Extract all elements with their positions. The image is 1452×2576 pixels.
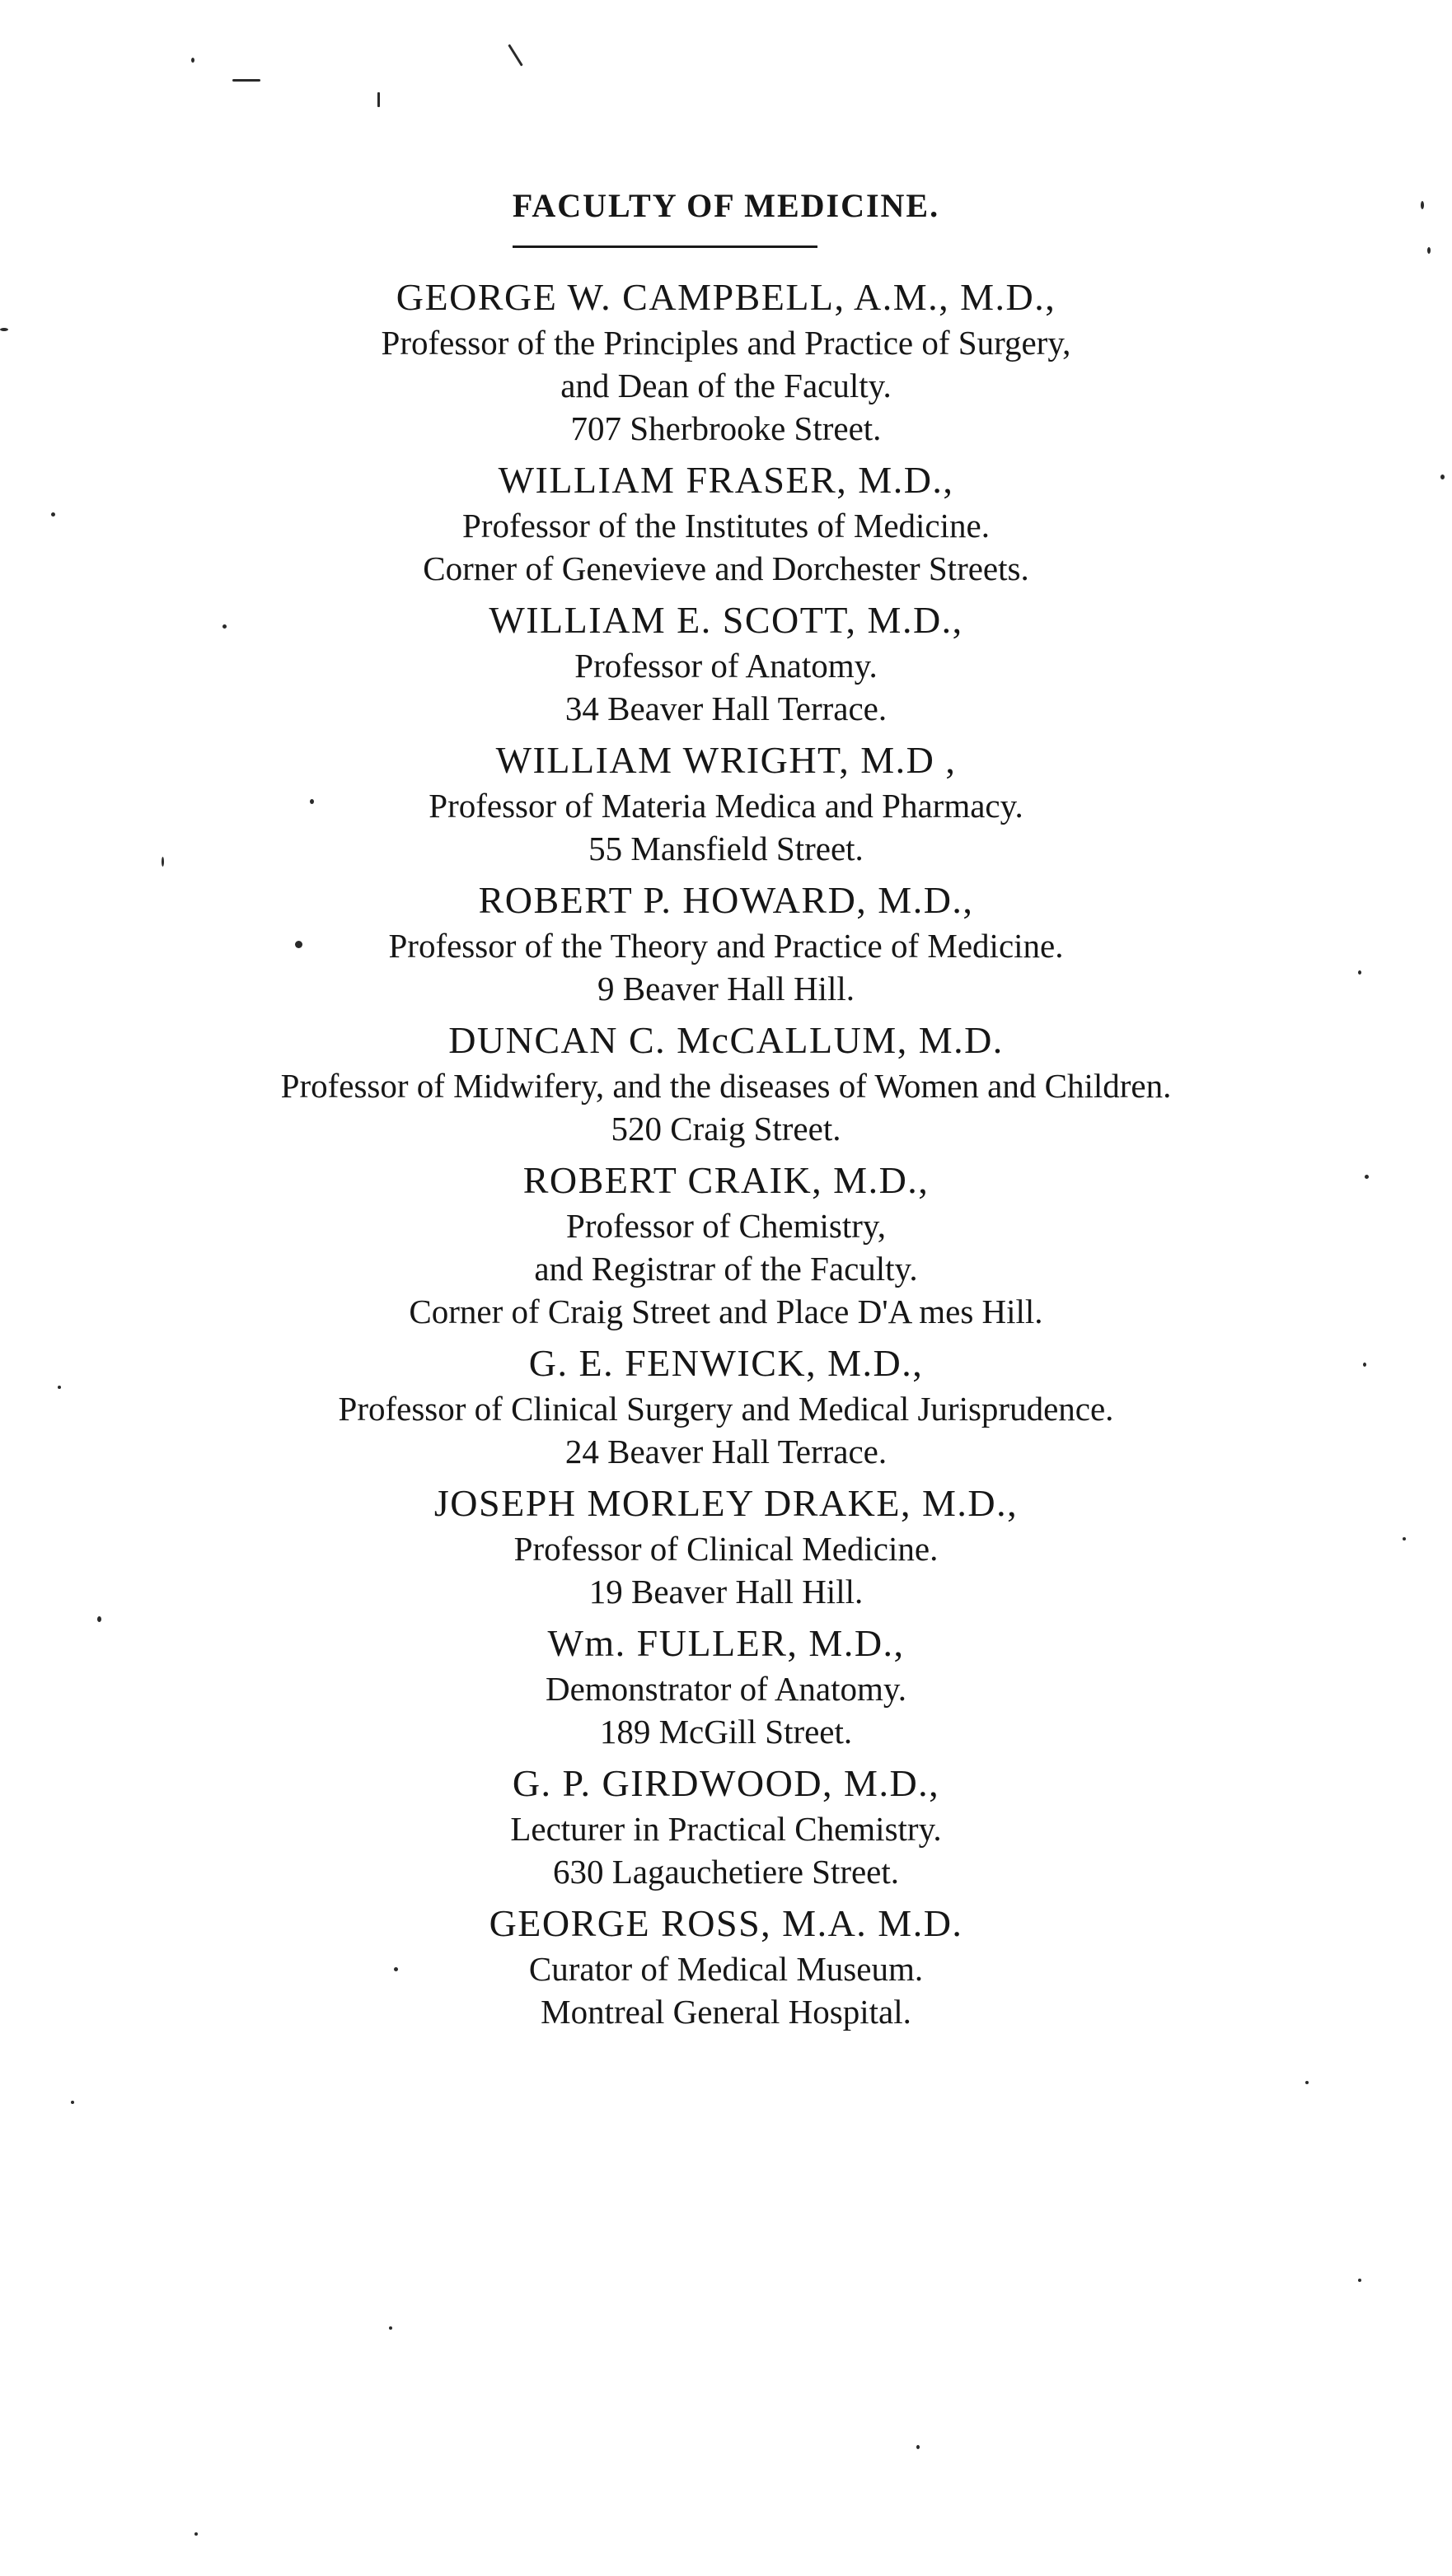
heading-rule [513,245,817,248]
faculty-title: Professor of Materia Medica and Pharmacy. [429,787,1023,825]
faculty-title: Professor of the Theory and Practice of Medicine. [388,927,1064,965]
faculty-title: Professor of Clinical Medicine. [513,1530,939,1568]
faculty-title: Professor of Midwifery, and the diseases of Women and Children. [280,1067,1172,1105]
faculty-title: Professor of the Institutes of Medicine. [462,507,990,545]
faculty-address: 9 Beaver Hall Hill. [597,970,855,1007]
faculty-address: 55 Mansfield Street. [588,830,864,867]
faculty-address: 19 Beaver Hall Hill. [588,1573,864,1611]
faculty-title: Demonstrator of Anatomy. [545,1670,906,1708]
faculty-address: 189 McGill Street. [599,1713,853,1751]
faculty-title: Lecturer in Practical Chemistry. [510,1810,942,1848]
faculty-address: 707 Sherbrooke Street. [570,409,882,447]
faculty-entry [0,1157,1452,1333]
faculty-entry [0,1900,1452,2033]
faculty-title: Professor of Chemistry, [566,1207,886,1245]
faculty-address: Montreal General Hospital. [541,1993,911,2031]
faculty-entry [0,1017,1452,1150]
faculty-name: WILLIAM E. SCOTT, M.D., [489,599,963,641]
faculty-name: ROBERT CRAIK, M.D., [522,1159,930,1201]
faculty-entry [0,273,1452,450]
faculty-name: GEORGE ROSS, M.A. M.D. [489,1902,963,1944]
faculty-name: WILLIAM WRIGHT, M.D , [495,739,957,781]
faculty-list [0,273,1452,2040]
faculty-name: JOSEPH MORLEY DRAKE, M.D., [433,1482,1019,1524]
faculty-address: Corner of Craig Street and Place D'A mes Hill. [409,1293,1043,1330]
faculty-name: GEORGE W. CAMPBELL, A.M., M.D., [396,276,1056,318]
faculty-title: Professor of Anatomy. [574,647,878,685]
faculty-name: DUNCAN C. McCALLUM, M.D. [448,1019,1004,1061]
faculty-entry [0,1760,1452,1893]
faculty-entry [0,877,1452,1010]
faculty-address: 520 Craig Street. [611,1110,841,1148]
faculty-address: 34 Beaver Hall Terrace. [564,690,888,727]
faculty-name: G. P. GIRDWOOD, M.D., [512,1762,940,1804]
faculty-address: 24 Beaver Hall Terrace. [564,1433,888,1470]
faculty-title: and Registrar of the Faculty. [534,1250,918,1288]
faculty-name: G. E. FENWICK, M.D., [528,1342,924,1384]
faculty-title: and Dean of the Faculty. [560,367,892,404]
faculty-name: ROBERT P. HOWARD, M.D., [478,879,974,921]
faculty-entry [0,1339,1452,1473]
faculty-title: Professor of the Principles and Practice of Surgery, [381,324,1071,362]
faculty-entry [0,736,1452,870]
faculty-title: Curator of Medical Museum. [528,1950,924,1988]
page-heading: FACULTY OF MEDICINE. [512,187,940,224]
faculty-entry [0,1620,1452,1753]
faculty-address: 630 Lagauchetiere Street. [552,1853,900,1891]
faculty-address: Corner of Genevieve and Dorchester Streets. [423,549,1029,587]
faculty-entry [0,1480,1452,1613]
faculty-entry [0,596,1452,730]
faculty-name: Wm. FULLER, M.D., [547,1622,905,1664]
faculty-name: WILLIAM FRASER, M.D., [498,459,954,501]
faculty-title: Professor of Clinical Surgery and Medical Jurisprudence. [338,1390,1114,1428]
faculty-entry [0,456,1452,590]
